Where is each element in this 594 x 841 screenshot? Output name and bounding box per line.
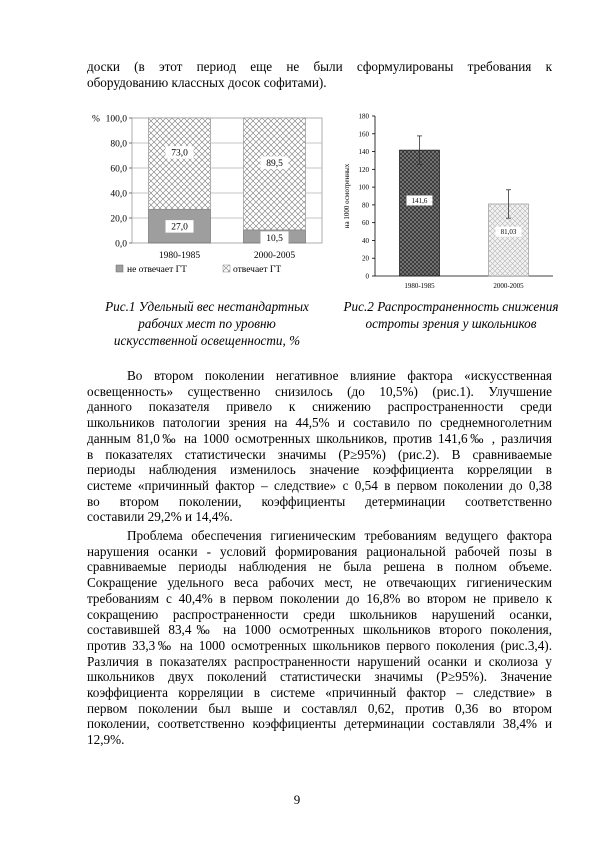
x-tick-label: 1980-1985 — [158, 251, 201, 261]
text-line: составившей 83,4‰ на 1000 осмотренных школьников второго поколения, — [87, 622, 552, 638]
paragraph-1 — [87, 368, 552, 525]
y-axis-label: % — [92, 114, 100, 125]
y-tick-label: 20 — [362, 254, 369, 263]
x-tick-label: 2000-2005 — [253, 251, 296, 261]
caption-line: Рис.2 Распространенность снижения — [343, 299, 559, 314]
y-tick-label: 80,0 — [110, 139, 127, 150]
text-line: данного показателя привело к снижению распространенности среди — [87, 399, 552, 415]
caption-line: рабочих мест по уровню — [138, 316, 276, 331]
text-line: Различия в показателях распространенности нарушений осанки и сколиоза у — [87, 653, 552, 669]
y-tick-label: 40 — [362, 236, 369, 245]
bar-compliant — [149, 118, 211, 209]
y-tick-label: 60,0 — [110, 164, 127, 175]
text-line: во втором поколении, коэффициенты детерминации соответственно — [87, 493, 552, 509]
data-label: 81,03 — [500, 228, 517, 237]
text-line: составили 29,2% и 14,4%. — [87, 509, 233, 525]
text-line: Сокращение удельного веса рабочих мест, не отвечающих гигиеническим — [87, 575, 552, 591]
caption-line: остроты зрения у школьников — [365, 316, 537, 331]
figure2-caption — [332, 298, 570, 332]
text-line: доски (в этот период еще не были сформулированы требования к — [87, 59, 552, 74]
legend-label: не отвечает ГТ — [127, 265, 187, 275]
text-line: Во втором поколении негативное влияние фактора «искусственная — [127, 368, 552, 383]
page-number: 9 — [293, 792, 301, 807]
y-tick-label: 180 — [358, 112, 369, 121]
bar — [400, 150, 440, 276]
caption-line: искусственной освещенности, % — [113, 333, 301, 348]
y-tick-label: 100 — [358, 183, 369, 192]
y-tick-label: 160 — [358, 130, 369, 139]
text-line: системе «причинный фактор – следствие» с 0,54 в первом поколении до 0,38 — [87, 477, 552, 493]
data-label: 89,5 — [266, 158, 283, 169]
intro-text — [87, 59, 552, 90]
text-line: нарушения осанки - условий формирования рациональной рабочей позы в — [87, 543, 552, 559]
caption-line: Рис.1 Удельный вес нестандартных — [105, 299, 309, 314]
text-line: 12,9%. — [87, 732, 125, 748]
x-tick-label: 2000-2005 — [493, 282, 524, 290]
text-line: периоды наблюдения изменилось значение коэффициента корреляции в — [87, 462, 552, 478]
y-tick-label: 60 — [362, 219, 369, 228]
figure2-chart — [335, 106, 560, 291]
text-line: против 33,3‰ на 1000 осмотренных школьников первого поколения (рис.3,4). — [87, 637, 552, 653]
bar-compliant — [244, 118, 306, 230]
y-tick-label: 0 — [365, 272, 369, 281]
y-tick-label: 100,0 — [105, 114, 127, 125]
text-line: школьников патологии зрения на 44,5% и составило по среднемноголетним — [87, 415, 552, 431]
data-label: 73,0 — [171, 148, 188, 159]
data-label: 27,0 — [171, 222, 188, 233]
x-tick-label: 1980-1985 — [404, 282, 435, 290]
y-tick-label: 120 — [358, 165, 369, 174]
text-line: первом поколении был выше и составлял 0,62, против 0,36 во втором — [87, 700, 552, 716]
y-tick-label: 140 — [358, 148, 369, 157]
figure1-chart — [82, 106, 332, 281]
text-line: сокращению распространенности среди школьников нарушений осанки, — [87, 606, 552, 622]
text-line: требованиям с 40,4% в первом поколении до 16,8% во втором не привело к — [87, 590, 552, 606]
legend-swatch — [116, 265, 123, 272]
paragraph-2 — [87, 528, 552, 748]
text-line: коэффициента корреляции в системе «причинный фактор – следствие» в — [87, 685, 552, 701]
y-tick-label: 80 — [362, 201, 369, 210]
text-line: школьников двух поколений статистически значимы (Р≥95%). Значение — [87, 669, 552, 685]
text-line: данным 81,0‰ на 1000 осмотренных школьников, против 141,6‰ , различия — [87, 430, 552, 446]
text-line: Проблема обеспечения гигиеническим требованиям ведущего фактора — [127, 528, 552, 543]
text-line: оборудованию классных досок софитами). — [87, 74, 327, 90]
text-line: освещенность» существенно снизилось (до 10,5%) (рис.1). Улучшение — [87, 383, 552, 399]
legend-label: отвечает ГТ — [233, 265, 282, 275]
y-tick-label: 20,0 — [110, 214, 127, 225]
text-line: в показателях статистически значимы (Р≥95%) (рис.2). В сравниваемые — [87, 446, 552, 462]
y-tick-label: 40,0 — [110, 189, 127, 200]
y-tick-label: 0,0 — [115, 239, 127, 250]
text-line: поколении, соответственно коэффициенты детерминации составляли 38,4% и — [87, 716, 552, 732]
figure1-caption — [82, 298, 332, 349]
y-axis-label: на 1000 осмотренных — [343, 163, 351, 229]
legend-swatch — [223, 265, 230, 272]
data-label: 141,6 — [411, 196, 428, 205]
data-label: 10,5 — [266, 233, 283, 244]
text-line: сравниваемые периоды наблюдения не была решена в полном объеме. — [87, 559, 552, 575]
